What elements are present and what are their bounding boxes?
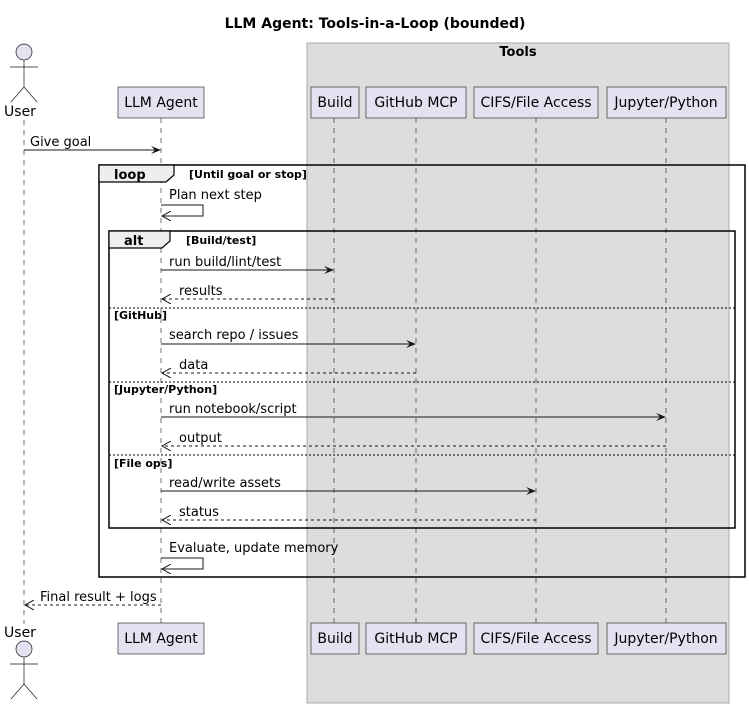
alt-guard-build: [Build/test] <box>186 234 257 247</box>
message-label: results <box>179 284 223 299</box>
participant-agent-label-bottom: LLM Agent <box>124 631 198 647</box>
participant-cifs-label-top: CIFS/File Access <box>480 95 592 111</box>
loop-guard: [Until goal or stop] <box>189 168 307 181</box>
participant-build-label-top: Build <box>317 95 353 111</box>
alt-frame-label: alt <box>124 234 144 249</box>
message-label: run notebook/script <box>169 402 297 417</box>
message-label: Evaluate, update memory <box>169 541 339 556</box>
message-label: Give goal <box>30 135 92 150</box>
participant-cifs-label-bottom: CIFS/File Access <box>480 631 592 647</box>
user-actor-top <box>10 44 38 102</box>
self-message-arrow <box>161 558 203 569</box>
user-actor-bottom <box>10 641 38 699</box>
diagram-title: LLM Agent: Tools-in-a-Loop (bounded) <box>224 16 526 32</box>
participant-github-label-top: GitHub MCP <box>374 95 458 111</box>
tools-group-title: Tools <box>499 45 537 60</box>
loop-frame-label: loop <box>114 168 146 183</box>
message-label: output <box>179 431 222 446</box>
participant-agent-label-top: LLM Agent <box>124 95 198 111</box>
message-label: Final result + logs <box>40 590 157 605</box>
message-label: run build/lint/test <box>169 255 282 270</box>
alt-guard-github: [GitHub] <box>114 309 168 322</box>
message-label: read/write assets <box>169 476 281 491</box>
message-label: search repo / issues <box>169 328 299 343</box>
message-label: data <box>179 358 209 373</box>
user-actor-label-bottom: User <box>4 625 36 641</box>
message-label: Plan next step <box>169 188 262 203</box>
participant-github-label-bottom: GitHub MCP <box>374 631 458 647</box>
alt-guard-jupyter: [Jupyter/Python] <box>114 383 218 396</box>
message-label: status <box>179 505 219 520</box>
participant-jupyter-label-top: Jupyter/Python <box>614 95 718 111</box>
participant-build-label-bottom: Build <box>317 631 353 647</box>
self-message-arrow <box>161 205 203 216</box>
alt-guard-fileops: [File ops] <box>114 457 173 470</box>
user-actor-label-top: User <box>4 104 36 120</box>
participant-jupyter-label-bottom: Jupyter/Python <box>614 631 718 647</box>
